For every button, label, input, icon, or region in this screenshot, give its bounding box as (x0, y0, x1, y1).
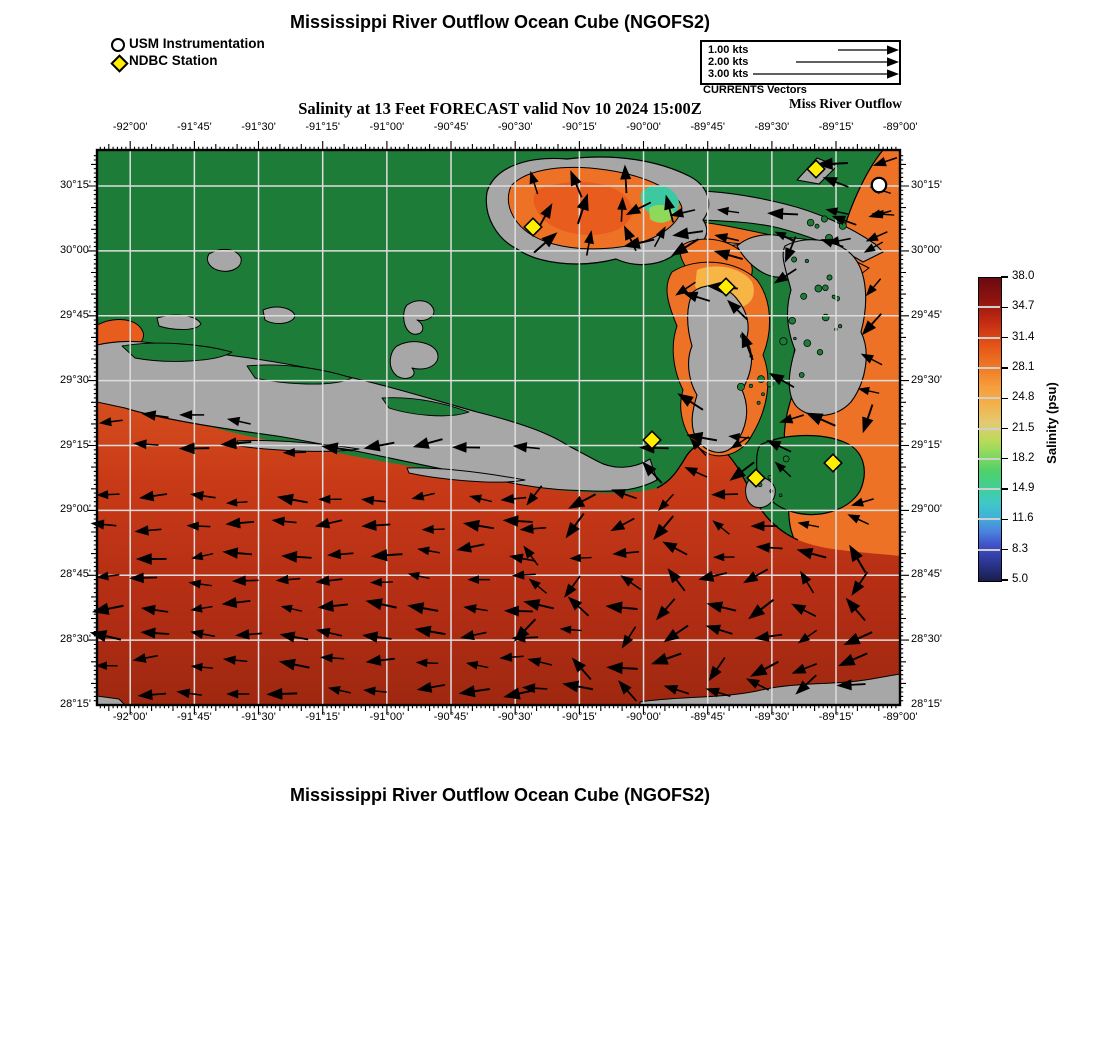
colorbar-gridline (978, 428, 1000, 430)
chandeleur-marsh (783, 240, 866, 416)
arrow-head-icon (887, 69, 899, 78)
lat-tick-label-right: 28°45' (911, 568, 942, 581)
lat-tick-label-left: 30°15' (60, 179, 91, 191)
colorbar-tick-label: 28.1 (1012, 360, 1035, 373)
lat-tick-label-right: 29°45' (911, 308, 942, 321)
legend-usm-label: USM Instrumentation (129, 36, 265, 51)
colorbar-tick (1001, 488, 1008, 489)
colorbar-title: Salinity (psu) (1044, 382, 1059, 464)
lon-tick-label-bottom: -91°45' (177, 711, 212, 723)
lat-tick-label-left: 29°15' (60, 438, 91, 451)
lat-tick-label-left: 30°00' (60, 243, 91, 256)
colorbar-gridline (978, 518, 1000, 520)
colorbar-tick-label: 8.3 (1012, 542, 1028, 555)
lon-tick-label-top: -89°45' (690, 121, 726, 133)
usm-station-marker (872, 178, 886, 192)
lon-tick-label-top: -90°00' (626, 121, 661, 133)
lat-tick-label-right: 29°00' (911, 503, 942, 516)
colorbar-gridline (978, 488, 1000, 490)
colorbar-tick-label: 5.0 (1012, 573, 1028, 585)
lon-tick-label-bottom: -90°30' (497, 711, 533, 723)
map-svg (97, 150, 900, 705)
map-canvas (97, 150, 900, 705)
lat-tick-label-left: 29°45' (60, 308, 91, 321)
lon-tick-label-bottom: -89°00' (882, 711, 918, 723)
colorbar-tick-label: 31.4 (1012, 330, 1035, 343)
lat-tick-label-right: 28°15' (911, 698, 942, 710)
colorbar-tick (1001, 276, 1008, 277)
colorbar-tick (1001, 458, 1008, 459)
colorbar-tick-label: 14.9 (1012, 482, 1035, 495)
lon-tick-label-top: -89°00' (882, 121, 918, 133)
lat-tick-label-right: 29°15' (911, 438, 942, 451)
ndbc-marker-icon (110, 54, 128, 72)
lat-tick-label-right: 30°00' (911, 243, 942, 256)
currents-legend-label: 2.00 kts (708, 56, 749, 68)
colorbar-tick-label: 34.7 (1012, 300, 1035, 313)
lon-tick-label-top: -90°30' (497, 121, 533, 133)
colorbar-tick-label: 11.6 (1012, 512, 1034, 525)
lat-tick-label-right: 29°30' (911, 373, 942, 386)
colorbar-gridline (978, 397, 1000, 399)
lon-tick-label-bottom: -90°45' (433, 711, 469, 723)
lon-tick-label-top: -90°15' (562, 121, 597, 133)
lon-tick-label-bottom: -90°00' (626, 711, 661, 723)
colorbar-gridline (978, 367, 1000, 369)
lon-tick-label-top: -91°45' (177, 121, 212, 133)
lon-tick-label-bottom: -91°00' (369, 711, 405, 723)
lat-tick-label-left: 29°00' (60, 503, 91, 516)
colorbar-tick (1001, 367, 1008, 368)
arrow-head-icon (887, 57, 899, 66)
lat-tick-label-left: 29°30' (60, 373, 91, 386)
colorbar-tick-label: 38.0 (1012, 270, 1035, 282)
lat-tick-label-right: 28°30' (911, 633, 942, 646)
page-title: Mississippi River Outflow Ocean Cube (NGOFS2) (289, 12, 711, 32)
colorbar-gridline (978, 306, 1000, 308)
currents-caption: CURRENTS Vectors (703, 84, 807, 96)
colorbar-tick (1001, 579, 1008, 580)
lon-tick-label-bottom: -91°30' (241, 711, 276, 723)
colorbar-gridline (978, 458, 1000, 460)
lon-tick-label-top: -92°00' (112, 121, 148, 133)
colorbar-tick (1001, 398, 1008, 399)
colorbar-tick-label: 21.5 (1012, 421, 1035, 434)
colorbar-tick-label: 18.2 (1012, 451, 1035, 464)
outflow-label: Miss River Outflow (789, 96, 902, 111)
currents-legend-label: 3.00 kts (708, 68, 749, 80)
island-1 (207, 249, 241, 271)
colorbar-tick (1001, 549, 1008, 550)
lon-tick-label-top: -89°30' (754, 121, 790, 133)
lon-tick-label-bottom: -89°45' (690, 711, 726, 723)
colorbar-gridline (978, 549, 1000, 551)
lat-tick-label-left: 28°15' (60, 698, 91, 710)
lon-tick-label-top: -91°15' (305, 121, 341, 133)
currents-legend-label: 1.00 kts (708, 44, 749, 56)
usm-marker-icon (111, 38, 125, 52)
colorbar-tick (1001, 337, 1008, 338)
lon-tick-label-bottom: -89°30' (754, 711, 790, 723)
colorbar (978, 277, 1002, 582)
lat-tick-label-left: 28°30' (60, 633, 91, 646)
arrow-head-icon (887, 45, 899, 54)
delta-land (688, 286, 752, 452)
lon-tick-label-top: -90°45' (433, 121, 469, 133)
currents-vector-legend (700, 40, 901, 85)
lon-tick-label-bottom: -89°15' (818, 711, 854, 723)
lat-tick-label-left: 28°45' (60, 568, 91, 581)
colorbar-tick-label: 24.8 (1012, 391, 1035, 404)
lon-tick-label-top: -91°30' (241, 121, 276, 133)
footer-title: Mississippi River Outflow Ocean Cube (NGOFS2) (289, 785, 711, 805)
legend-ndbc-label: NDBC Station (129, 53, 218, 68)
lon-tick-label-top: -89°15' (818, 121, 854, 133)
colorbar-tick (1001, 428, 1008, 429)
lat-tick-label-right: 30°15' (911, 179, 942, 191)
colorbar-tick (1001, 307, 1008, 308)
colorbar-tick (1001, 519, 1008, 520)
lon-tick-label-bottom: -92°00' (112, 711, 148, 723)
subtitle: Salinity at 13 Feet FORECAST valid Nov 10 2024 15:00Z (298, 99, 702, 118)
lon-tick-label-bottom: -90°15' (562, 711, 597, 723)
colorbar-gridline (978, 337, 1000, 339)
lon-tick-label-bottom: -91°15' (305, 711, 341, 723)
lon-tick-label-top: -91°00' (369, 121, 405, 133)
